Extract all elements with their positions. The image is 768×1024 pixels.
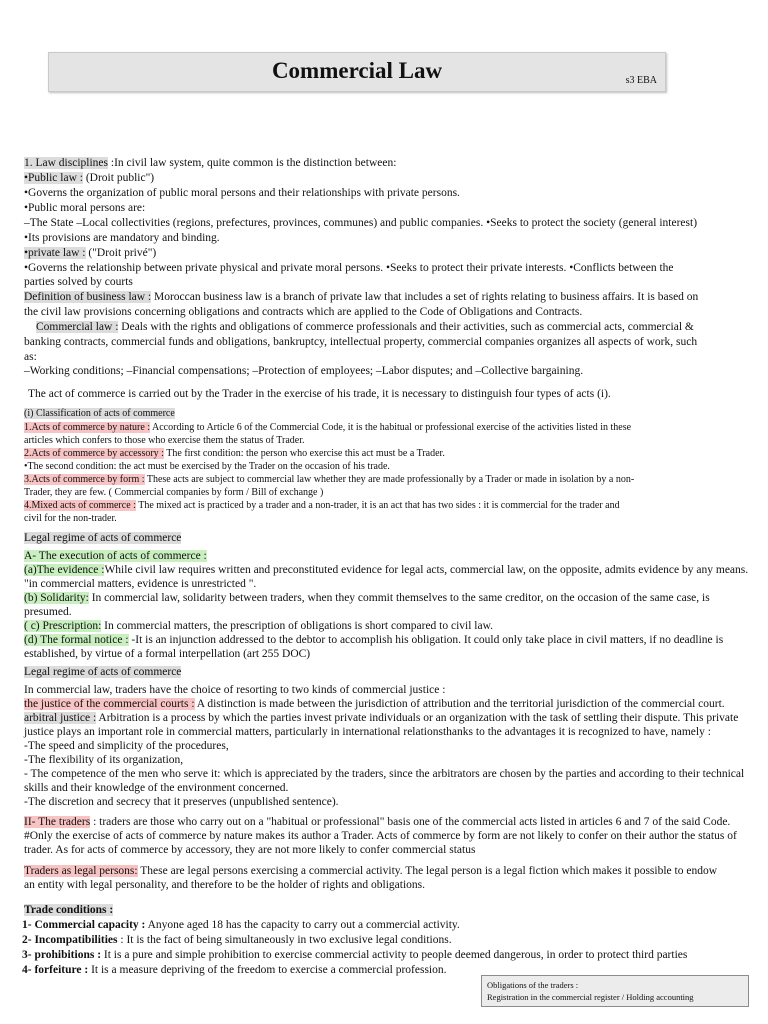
text-line: •Governs the relationship between private physical and private moral persons. •Seeks to protect their private interests. •Conflicts between the: [24, 262, 674, 274]
text-line: Trader, they are few. ( Commercial companies by form / Bill of exchange ): [24, 487, 324, 498]
text-line: banking contracts, commercial funds and obligations, bankruptcy, intellectual property, commercial companies organizes all aspects of work, such: [24, 336, 698, 348]
formal-notice-label: (d) The formal notice :: [24, 634, 129, 646]
arbitral-justice-label: arbitral justice :: [24, 712, 97, 724]
class-tag: s3 EBA: [625, 75, 657, 86]
text-line: articles which confers to those who exercise them the status of Trader.: [24, 435, 305, 446]
legal-persons-line: Traders as legal persons: These are legal persons exercising a commercial activity. The legal person is a legal fiction which makes it possible to endow: [24, 865, 718, 877]
text-line: established, by virtue of a formal interpellation (art 255 DOC): [24, 648, 311, 660]
text-line: justice plays an important role in commercial matters, particularly in international relationsthanks to the advantages it is recognized to have, namely :: [24, 726, 711, 738]
legal-regime-heading-1: Legal regime of acts of commerce: [24, 532, 182, 544]
business-law-line: Definition of business law : Moroccan business law is a branch of private law that includes a set of rights relating to business affairs. It is based on: [24, 291, 699, 303]
text-line: •Public moral persons are:: [24, 202, 146, 214]
trade-conditions-heading: Trade conditions :: [24, 904, 114, 916]
private-law-label: •private law :: [24, 247, 86, 259]
text-line: as:: [24, 351, 37, 363]
incompatibilities-line: 2- Incompatibilities : It is the fact of being simultaneously in two exclusive legal conditions.: [22, 934, 452, 946]
legal-regime-heading-2: Legal regime of acts of commerce: [24, 666, 182, 678]
obligations-box: [481, 975, 749, 1007]
text-line: The act of commerce is carried out by the Trader in the exercise of his trade, it is necessary to distinguish four types of acts (i).: [28, 388, 611, 400]
text-line: "in commercial matters, evidence is unrestricted ".: [24, 578, 257, 590]
trade-conditions-heading-line: [24, 905, 746, 917]
law-disciplines-line: 1. Law disciplines :In civil law system, quite common is the distinction between:: [24, 157, 397, 169]
obligations-box-title: Obligations of the traders :: [487, 980, 579, 990]
text-line: trader. As for acts of commerce by accessory, they are not more likely to confer commercial status: [24, 844, 476, 856]
prohibitions-line: 3- prohibitions : It is a pure and simple prohibition to exercise commercial activity to people deemed dangerous, in order to protect third parties: [22, 949, 688, 961]
traders-line: II- The traders : traders are those who carry out on a "habitual or professional" basis one of the commercial acts listed in articles 6 and 7 of the said Code.: [24, 816, 731, 828]
text-line: •Its provisions are mandatory and binding.: [24, 232, 220, 244]
solidarity-label: (b) Solidarity:: [24, 592, 89, 604]
text-line: presumed.: [24, 606, 72, 618]
page-header: [48, 52, 666, 92]
capacity-label: 1- Commercial capacity :: [22, 919, 146, 931]
text-line: the civil law provisions concerning obligations and contracts which are applied to the Code of Obligations and Contracts.: [24, 306, 583, 318]
arbitral-justice-line: arbitral justice : Arbitration is a process by which the parties invest private individuals or an organization with the task of settling their dispute. This private: [24, 712, 739, 724]
mixed-acts-line: 4.Mixed acts of commerce : The mixed act is practiced by a trader and a non-trader, it is an act that has two sides : it is commercial for the trader and: [24, 500, 620, 511]
classification-heading-line: [24, 409, 746, 419]
text-line: •The second condition: the act must be exercised by the Trader on the occasion of his trade.: [24, 461, 390, 472]
act-by-nature-label: 1.Acts of commerce by nature :: [24, 422, 151, 433]
forfeiture-line: 4- forfeiture : It is a measure depriving of the freedom to exercise a commercial profession.: [22, 964, 447, 976]
forfeiture-label: 4- forfeiture :: [22, 964, 89, 976]
business-law-label: Definition of business law :: [24, 291, 152, 303]
text-line: civil for the non-trader.: [24, 513, 117, 524]
act-by-accessory-line: 2.Acts of commerce by accessory : The first condition: the person who exercise this act must be a Trader.: [24, 448, 445, 459]
public-law-line: •Public law : (Droit public"): [24, 172, 155, 184]
page-title: Commercial Law: [271, 58, 443, 83]
act-by-form-line: 3.Acts of commerce by form : These acts are subject to commercial law whether they are made professionally by a Trader or made in isolation by a non-: [24, 474, 635, 485]
traders-heading: II- The traders: [24, 816, 91, 828]
text-line: skills and their knowledge of the environment concerned.: [24, 782, 289, 794]
execution-subheading-line: [24, 551, 746, 563]
text-line: •Governs the organization of public moral persons and their relationships with private persons.: [24, 187, 460, 199]
public-law-label: •Public law :: [24, 172, 83, 184]
commercial-courts-line: the justice of the commercial courts : A distinction is made between the jurisdiction of attribution and the territorial jurisdiction of the commercial court.: [24, 698, 725, 710]
incompatibilities-label: 2- Incompatibilities: [22, 934, 118, 946]
prescription-label: ( c) Prescription:: [24, 620, 102, 632]
execution-subheading: A- The execution of acts of commerce :: [24, 550, 207, 562]
mixed-acts-label: 4.Mixed acts of commerce :: [24, 500, 136, 511]
commercial-courts-label: the justice of the commercial courts :: [24, 698, 195, 710]
evidence-label: (a)The evidence :: [24, 564, 105, 576]
act-by-nature-line: 1.Acts of commerce by nature : According to Article 6 of the Commercial Code, it is the habitual or professional exercise of the activities listed in these: [24, 422, 632, 433]
text-line: parties solved by courts: [24, 276, 133, 288]
text-line: –Working conditions; –Financial compensations; –Protection of employees; –Labor disputes; and –Collective bargaining.: [24, 365, 584, 377]
text-line: an entity with legal personality, and therefore to be the holder of rights and obligations.: [24, 879, 426, 891]
private-law-line: •private law : ("Droit privé"): [24, 247, 157, 259]
prescription-line: ( c) Prescription: In commercial matters, the prescription of obligations is short compared to civil law.: [24, 620, 494, 632]
text-line: #Only the exercise of acts of commerce by nature makes its author a Trader. Acts of commerce by form are not likely to confer on their author the status of: [24, 830, 737, 842]
act-by-accessory-label: 2.Acts of commerce by accessory :: [24, 448, 164, 459]
solidarity-line: (b) Solidarity: In commercial law, solidarity between traders, when they commit themselves to the same creditor, on the occasion of the same case, is: [24, 592, 710, 604]
classification-heading: (i) Classification of acts of commerce: [24, 408, 175, 419]
text-line: -The speed and simplicity of the procedures,: [24, 740, 229, 752]
text-line: -The flexibility of its organization,: [24, 754, 184, 766]
formal-notice-line: (d) The formal notice : -It is an injunction addressed to the debtor to accomplish his obligation. It could only take place in civil matters, if no deadline is: [24, 634, 724, 646]
legal-persons-label: Traders as legal persons:: [24, 865, 138, 877]
prohibitions-label: 3- prohibitions :: [22, 949, 102, 961]
capacity-line: 1- Commercial capacity : Anyone aged 18 has the capacity to carry out a commercial activity.: [22, 919, 460, 931]
text-line: –The State –Local collectivities (regions, prefectures, provinces, communes) and public companies. •Seeks to protect the society (general interest): [24, 217, 698, 229]
text-line: -The discretion and secrecy that it preserves (unpublished sentence).: [24, 796, 339, 808]
commercial-law-line: Commercial law : Deals with the rights and obligations of commerce professionals and their activities, such as commercial acts, commercial &: [36, 321, 694, 333]
evidence-line: (a)The evidence :While civil law requires written and preconstituted evidence for legal acts, commercial law, on the opposite, admits evidence by any means.: [24, 564, 749, 576]
law-disciplines-heading: 1. Law disciplines: [24, 157, 108, 169]
act-by-form-label: 3.Acts of commerce by form :: [24, 474, 145, 485]
obligations-box-text: Registration in the commercial register / Holding accounting: [487, 992, 694, 1002]
text-line: - The competence of the men who serve it: which is appreciated by the traders, since the arbitrators are chosen by the parties and according to their technical: [24, 768, 745, 780]
text-line: In commercial law, traders have the choice of resorting to two kinds of commercial justice :: [24, 684, 446, 696]
commercial-law-label: Commercial law :: [36, 321, 119, 333]
